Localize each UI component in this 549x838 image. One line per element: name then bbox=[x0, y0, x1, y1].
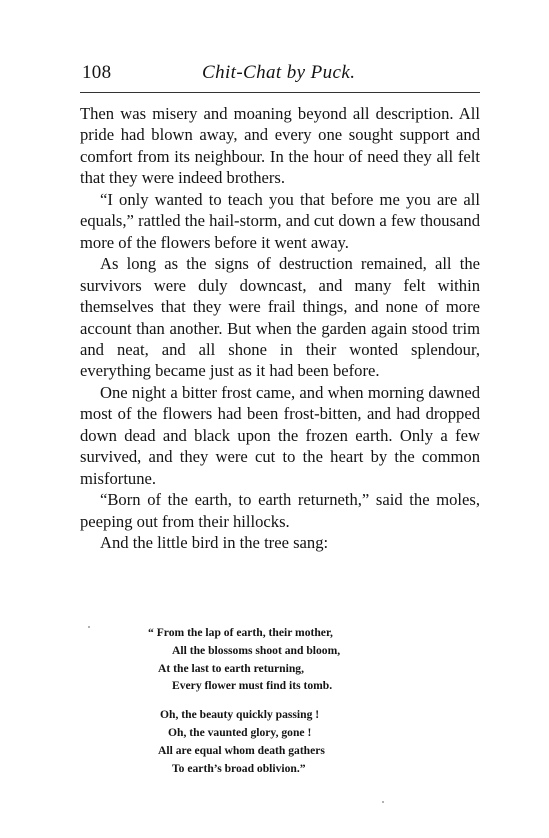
page-header bbox=[82, 62, 478, 86]
paragraph: As long as the signs of destruction remained, all the survivors were duly downcast, and many felt within themselves that they were frail things, and none of more account than another. But when the garden again stood trim and neat, and all shone in their wonted splendour, everything became just as it had been before. bbox=[80, 254, 480, 381]
body-text bbox=[80, 103, 480, 554]
poem-line: Oh, the vaunted glory, gone ! bbox=[168, 725, 312, 739]
paragraph: “I only wanted to teach you that before me you are all equals,” rattled the hail-storm, and cut down a few thousand more of the flowers before it went away. bbox=[80, 189, 480, 252]
paragraph: And the little bird in the tree sang: bbox=[100, 533, 329, 553]
page-number: 108 bbox=[82, 62, 112, 83]
paper-speck bbox=[88, 626, 90, 628]
paper-speck bbox=[382, 801, 384, 803]
poem-line: All are equal whom death gathers bbox=[158, 743, 325, 757]
poem-line: Every flower must find its tomb. bbox=[172, 679, 333, 693]
poem-line: At the last to earth returning, bbox=[158, 661, 304, 675]
paragraph: One night a bitter frost came, and when morning dawned most of the flowers had been frost-bitten, and had dropped down dead and black upon the frozen earth. Only a few survived, and they were cut to the heart by the common misfortune. bbox=[80, 382, 480, 488]
paragraph: “Born of the earth, to earth returneth,” said the moles, peeping out from their hillocks. bbox=[80, 490, 480, 531]
poem-line: “ From the lap of earth, their mother, bbox=[148, 626, 333, 639]
running-head: Chit-Chat by Puck. bbox=[202, 62, 356, 83]
poem-line: All the blossoms shoot and bloom, bbox=[172, 643, 341, 657]
poem bbox=[0, 624, 549, 777]
poem-line: To earth’s broad oblivion.” bbox=[172, 761, 306, 775]
paragraph: Then was misery and moaning beyond all description. All pride had blown away, and every one sought support and comfort from its neighbour. In the hour of need they all felt that they were indeed brothers. bbox=[80, 104, 480, 188]
poem-stanza-1 bbox=[0, 624, 549, 695]
header-rule bbox=[80, 92, 480, 93]
poem-stanza-2 bbox=[0, 706, 549, 777]
poem-line: Oh, the beauty quickly passing ! bbox=[160, 708, 320, 722]
